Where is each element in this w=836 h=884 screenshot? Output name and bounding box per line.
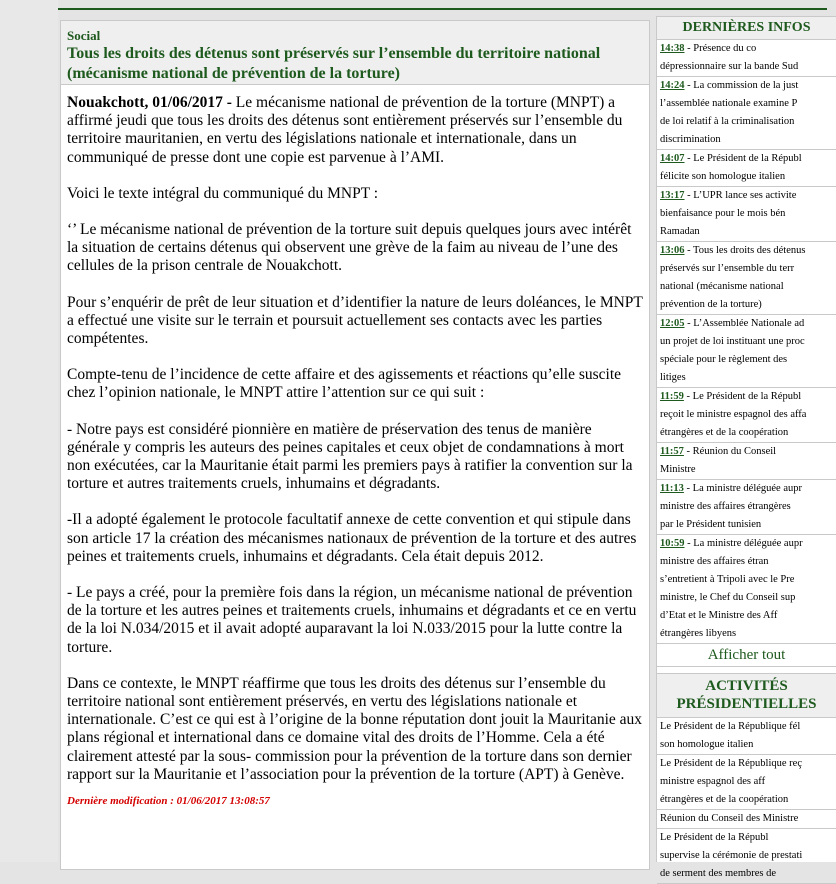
activity-text[interactable]: Le Président de la Républ (660, 832, 769, 843)
article-paragraph: - Notre pays est considéré pionnière en matière de préservation des tenus de manière générale y compris les auteurs des peines capitales et ceux objet de condamnations à mort non exécutées, car la Mauritanie était parmi les premiers pays à ratifier la convention sur la torture et autres traitements cruels, inhumains et dégradants. (67, 420, 633, 493)
news-item[interactable] (657, 77, 836, 150)
news-time-link[interactable]: 14:24 (660, 80, 685, 91)
news-text[interactable]: ministre, le Chef du Conseil sup (660, 592, 796, 603)
article-panel (60, 20, 650, 870)
activity-item[interactable] (657, 810, 836, 829)
news-text[interactable]: Ministre (660, 464, 696, 475)
article-paragraph: -Il a adopté également le protocole facultatif annexe de cette convention et qui stipule dans son article 17 la création des mécanismes nationaux de prévention de la torture et des autres peines et traitements cruels, inhumains et dégradants. Cela était depuis 2012. (67, 511, 637, 565)
activity-item[interactable] (657, 829, 836, 884)
article-header (61, 21, 649, 85)
news-time-link[interactable]: 14:38 (660, 43, 685, 54)
news-text[interactable]: félicite son homologue italien (660, 171, 786, 182)
news-text[interactable]: étrangères et de la coopération (660, 427, 789, 438)
activity-item[interactable] (657, 755, 836, 810)
news-text[interactable]: - Présence du co (684, 43, 757, 54)
article-body (61, 85, 649, 810)
news-section-title: DERNIÈRES INFOS (657, 16, 836, 40)
news-item[interactable] (657, 535, 836, 644)
news-text[interactable]: un projet de loi instituant une proc (660, 336, 805, 347)
news-text[interactable]: - L’UPR lance ses activite (684, 190, 797, 201)
news-text[interactable]: prévention de la torture) (660, 299, 762, 310)
article-paragraph: Nouakchott, 01/06/2017 - Le mécanisme national de prévention de la torture (MNPT) a affirmé jeudi que tous les droits des détenus sont entièrement préservés sur l’ensemble du territoire mauritanien, en vertu des législations nationale et internationale, dans un communiqué de presse dont une copie est parvenue à l’AMI. (67, 94, 623, 166)
news-item[interactable] (657, 388, 836, 443)
news-item[interactable] (657, 187, 836, 242)
activity-text[interactable]: ministre espagnol des aff (660, 776, 766, 787)
news-text[interactable]: - Le Président de la Républ (683, 391, 802, 402)
article-paragraph: Voici le texte intégral du communiqué du MNPT : (67, 184, 379, 202)
right-sidebar (656, 16, 836, 879)
activities-section-title: ACTIVITÉS PRÉSIDENTIELLES (657, 673, 836, 718)
news-text[interactable]: de loi relatif à la criminalisation (660, 116, 795, 127)
top-rule (58, 8, 827, 10)
news-text[interactable]: litiges (660, 372, 686, 383)
news-item[interactable] (657, 480, 836, 535)
news-item[interactable] (657, 150, 836, 187)
activity-text[interactable]: son homologue italien (660, 739, 754, 750)
activity-text[interactable]: de serment des membres de (660, 868, 777, 879)
news-text[interactable]: Ramadan (660, 226, 700, 237)
news-text[interactable]: discrimination (660, 134, 721, 145)
news-item[interactable] (657, 242, 836, 315)
news-text[interactable]: ministre des affaires étran (660, 556, 769, 567)
news-text[interactable]: - La ministre déléguée aupr (683, 483, 802, 494)
news-text[interactable]: par le Président tunisien (660, 519, 762, 530)
news-time-link[interactable]: 13:06 (660, 245, 685, 256)
news-text[interactable]: préservés sur l’ensemble du terr (660, 263, 795, 274)
news-text[interactable]: s’entretient à Tripoli avec le Pre (660, 574, 795, 585)
article-headline: Tous les droits des détenus sont préservés sur l’ensemble du territoire national (mécanisme national de prévention de la torture) (67, 45, 601, 82)
news-text[interactable]: d’Etat et le Ministre des Aff (660, 610, 778, 621)
news-text[interactable]: étrangères libyens (660, 628, 737, 639)
article-paragraph: Dans ce contexte, le MNPT réaffirme que tous les droits des détenus sur l’ensemble du territoire national sont entièrement préservés, en vertu des législations nationale et internationale. C’est ce qui est à l’origine de la bonne réputation dont jouit la Mauritanie aux plans régional et international dans ce domaine vital des droits de l’Homme. Cela a été clairement attesté par la sous- commission pour la prévention de la torture dans son dernier rapport sur la Mauritanie et l’association pour la prévention de la torture (APT) à Genève. (67, 674, 643, 783)
article-category[interactable]: Social (67, 28, 101, 43)
news-text[interactable]: - La ministre déléguée aupr (684, 538, 803, 549)
activity-text[interactable]: supervise la cérémonie de prestati (660, 850, 803, 861)
news-text[interactable]: dépressionnaire sur la bande Sud (660, 61, 799, 72)
news-text[interactable]: - L’Assemblée Nationale ad (684, 318, 805, 329)
news-text[interactable]: - Le Président de la Républ (684, 153, 802, 164)
news-item[interactable] (657, 40, 836, 77)
article-paragraph: Compte-tenu de l’incidence de cette affaire et des agissements et réactions qu’elle suscite chez l’opinion nationale, le MNPT attire l’attention sur ce qui suit : (67, 366, 622, 402)
news-text[interactable]: - La commission de la just (684, 80, 799, 91)
activity-item[interactable] (657, 718, 836, 755)
activity-text[interactable]: Réunion du Conseil des Ministre (660, 813, 799, 824)
news-text[interactable]: ministre des affaires étrangères (660, 501, 791, 512)
news-time-link[interactable]: 11:57 (660, 446, 684, 457)
news-text[interactable]: bienfaisance pour le mois bén (660, 208, 786, 219)
activity-text[interactable]: étrangères et de la coopération (660, 794, 789, 805)
show-all-link[interactable]: Afficher tout (657, 644, 836, 667)
news-time-link[interactable]: 11:59 (660, 391, 684, 402)
article-paragraph: - Le pays a créé, pour la première fois dans la région, un mécanisme national de prévention de la torture et les autres peines et traitements cruels, inhumains et dégradants et ce en vertu de la loi N.034/2015 et il avait adopté auparavant la loi N.033/2015 pour la lutte contre la torture. (67, 584, 637, 656)
news-text[interactable]: national (mécanisme national (660, 281, 784, 292)
last-modified: Dernière modification : 01/06/2017 13:08:57 (67, 795, 270, 808)
news-item[interactable] (657, 443, 836, 480)
article-dateline: Nouakchott, 01/06/2017 - (67, 94, 232, 111)
activities-list (657, 718, 836, 884)
news-time-link[interactable]: 11:13 (660, 483, 684, 494)
article-paragraph: Pour s’enquérir de prêt de leur situation et d’identifier la nature de leurs doléances, le MNPT a effectué une visite sur le terrain et poursuit actuellement ses contacts avec les parties compétentes. (67, 293, 643, 348)
news-text[interactable]: l’assemblée nationale examine P (660, 98, 798, 109)
article-paragraph: ‘’ Le mécanisme national de prévention de la torture suit depuis quelques jours avec intérêt la situation de certains détenus qui observent une grève de la faim au niveau de l’une des cellules de la prison centrale de Nouakchott. (67, 221, 632, 275)
news-text[interactable]: - Tous les droits des détenus (684, 245, 806, 256)
news-text[interactable]: - Réunion du Conseil (683, 446, 777, 457)
news-text[interactable]: spéciale pour le règlement des (660, 354, 788, 365)
news-text[interactable]: reçoit le ministre espagnol des affa (660, 409, 807, 420)
news-time-link[interactable]: 14:07 (660, 153, 685, 164)
news-list (657, 40, 836, 644)
news-item[interactable] (657, 315, 836, 388)
left-gutter (0, 0, 58, 862)
news-time-link[interactable]: 12:05 (660, 318, 685, 329)
activity-text[interactable]: Le Président de la République reç (660, 758, 802, 769)
news-time-link[interactable]: 13:17 (660, 190, 685, 201)
activity-text[interactable]: Le Président de la République fél (660, 721, 801, 732)
news-time-link[interactable]: 10:59 (660, 538, 685, 549)
